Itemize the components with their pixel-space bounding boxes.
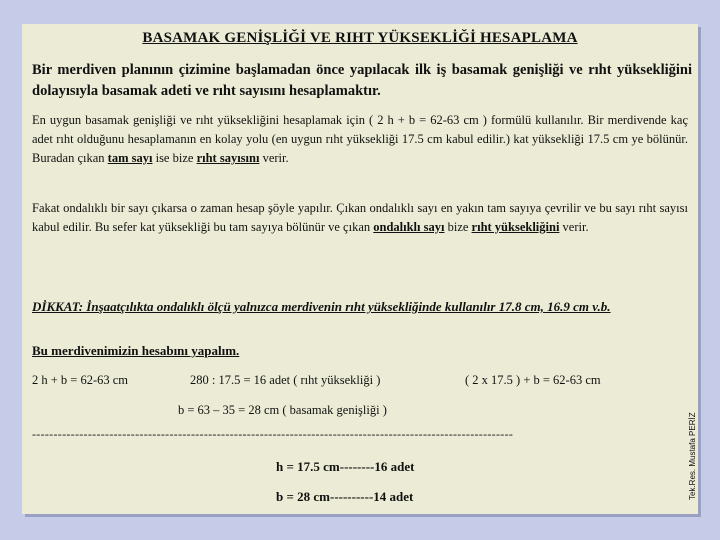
paragraph-formula-text-c: verir. — [259, 151, 289, 165]
result-riser: h = 17.5 cm--------16 adet — [276, 459, 415, 474]
paragraph-decimal-text-b: bize — [444, 220, 472, 234]
formula-general: 2 h + b = 62-63 cm — [32, 373, 129, 387]
result-tread: b = 28 cm----------14 adet — [276, 489, 414, 504]
intro-text: Bir merdiven planının çizimine başlamadan önce yapılacak ilk iş basamak genişliği ve rıht yüksekliğini dolayısıyla basamak adeti ve rıht sayısını hesaplamaktır. — [32, 62, 692, 99]
formula-riser-count: 280 : 17.5 = 16 adet ( rıht yüksekliği ) — [190, 373, 381, 387]
paragraph-decimal-text-c: verir. — [559, 220, 589, 234]
warning-note: DİKKAT: İnşaatçılıkta ondalıklı ölçü yalnızca merdivenin rıht yüksekliğinde kullanılır 17.8 cm, 16.9 cm v.b. — [32, 299, 611, 314]
author-credit: Tek.Res. Mustafa PERİZ — [688, 412, 697, 500]
paragraph-decimal — [32, 199, 688, 237]
formula-tread-width: b = 63 – 35 = 28 cm ( basamak genişliği ) — [178, 403, 387, 417]
paragraph-decimal-text-a: Fakat ondalıklı bir sayı çıkarsa o zaman hesap şöyle yapılır. Çıkan ondalıklı sayı en yakın tam sayıya çevrilir ve bu sayı rıht sayısı kabul edilir. Bu sefer kat yüksekliği bu tam sayıya bölünür ve çıkan — [32, 201, 688, 234]
underlined-tam-sayi: tam sayı — [107, 151, 153, 165]
page-title: BASAMAK GENİŞLİĞİ VE RIHT YÜKSEKLİĞİ HESAPLAMA — [142, 30, 578, 46]
calculation-heading: Bu merdivenimizin hesabını yapalım. — [32, 343, 240, 358]
paragraph-formula — [32, 111, 688, 168]
paragraph-formula-text-b: ise bize — [152, 151, 197, 165]
paragraph-formula-text-a: En uygun basamak genişliği ve rıht yüksekliğini hesaplamak için ( 2 h + b = 62-63 cm ) formülü kullanılır. Bir merdivende kaç adet rıht olduğunu hesaplamanın en kolay yolu (en uygun rıht yüksekliği 17.5 cm kabul edilir.) kat yüksekliği 17.5 cm ye bölünür. Buradan çıkan — [32, 113, 688, 165]
dashed-divider: ---------------------------------------------------------------------------------------------------------------- — [32, 427, 514, 441]
formula-substituted: ( 2 x 17.5 ) + b = 62-63 cm — [465, 373, 601, 387]
underlined-riht-yuksekligi: rıht yüksekliğini — [471, 220, 560, 234]
underlined-riht-sayisi: rıht sayısını — [196, 151, 260, 165]
underlined-ondalikli-sayi: ondalıklı sayı — [373, 220, 445, 234]
